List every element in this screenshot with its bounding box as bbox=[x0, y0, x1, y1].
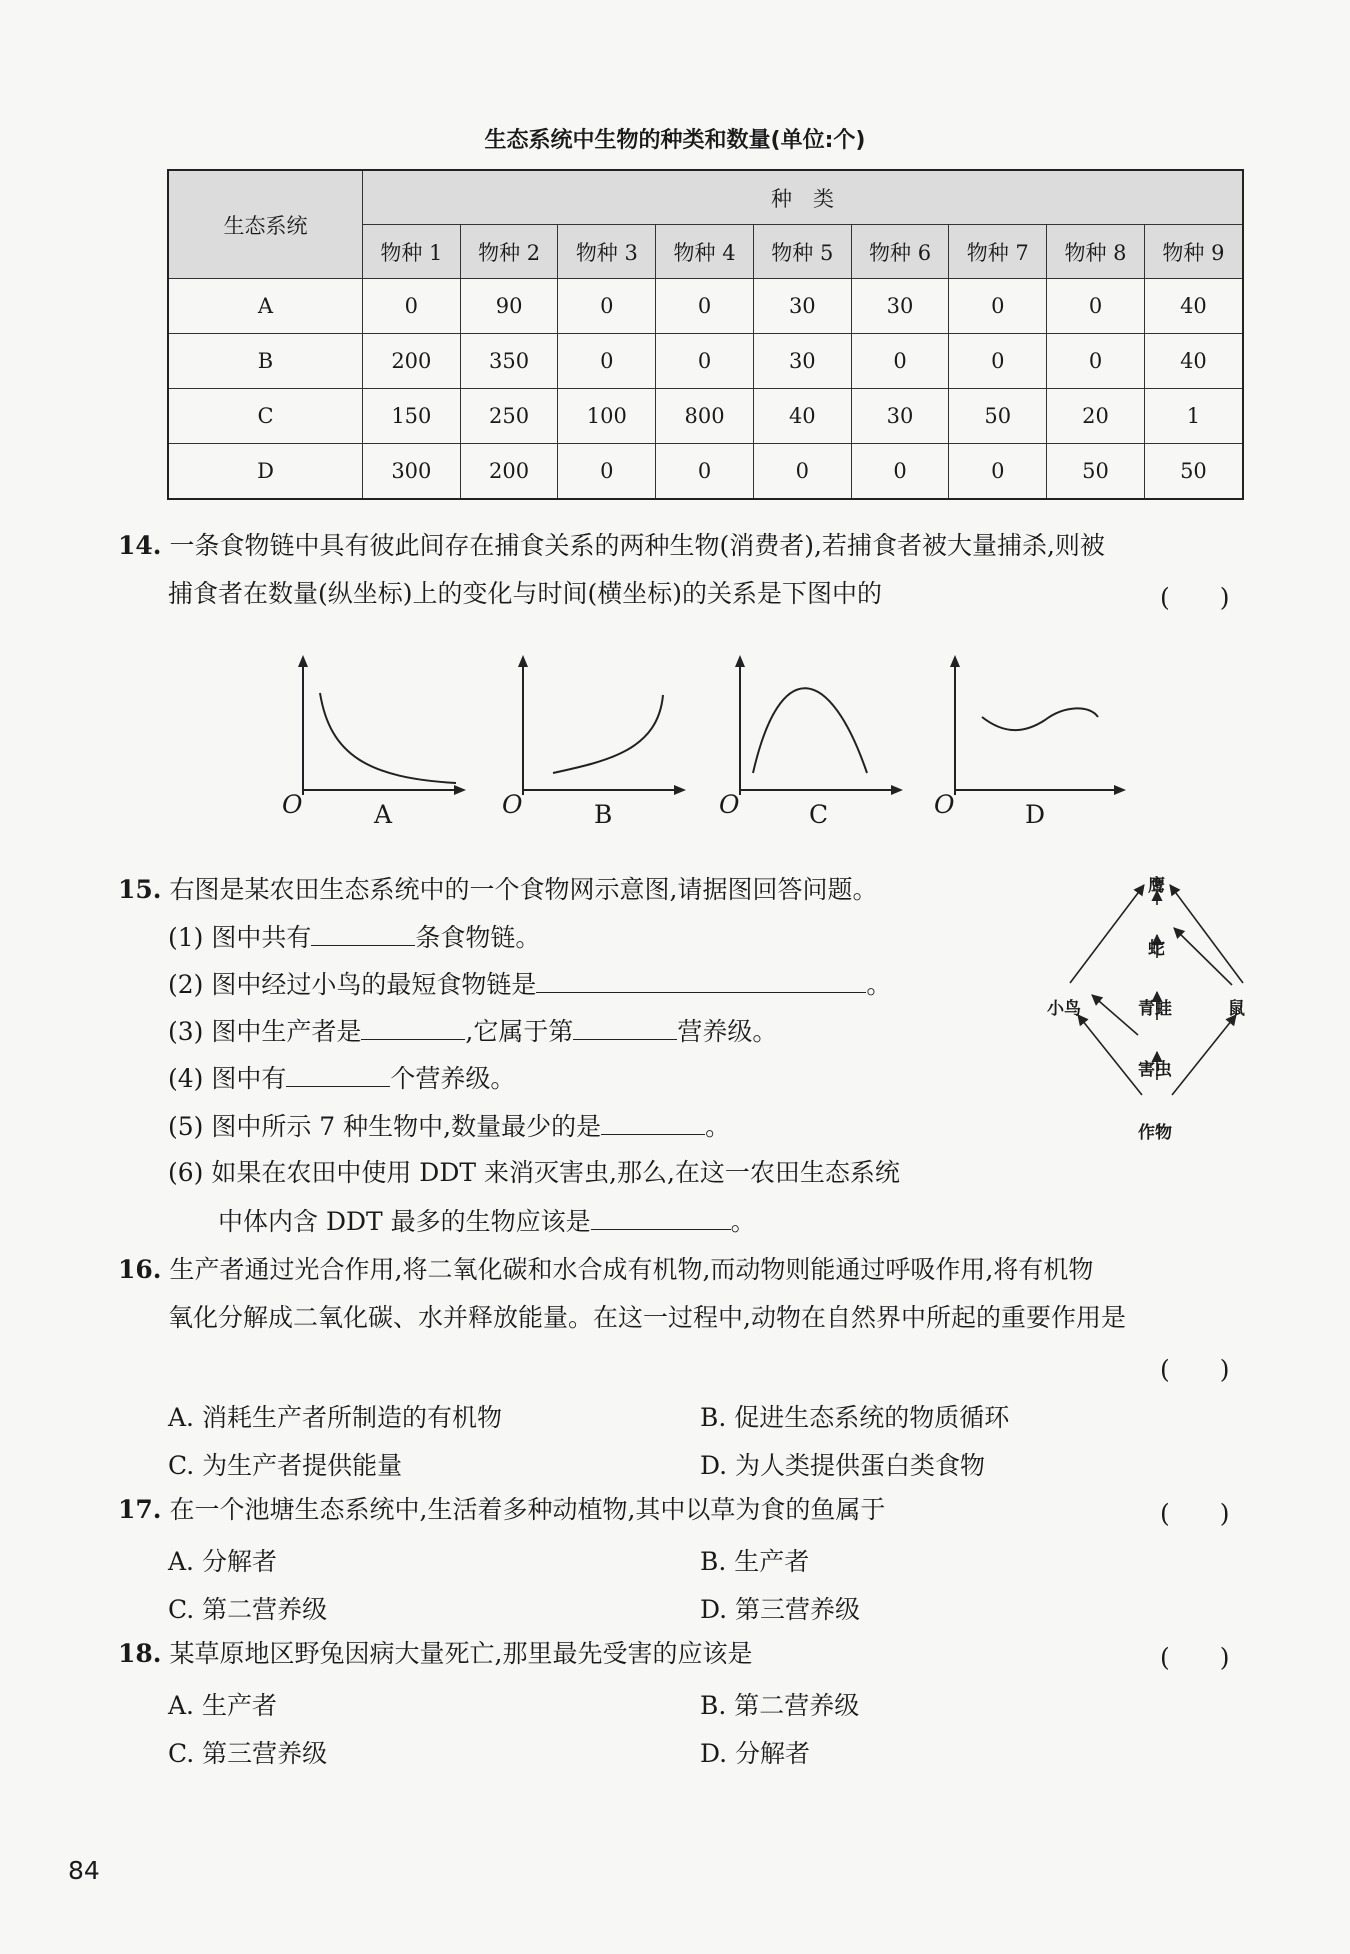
table-row bbox=[168, 444, 1243, 500]
group-header: 种 类 bbox=[363, 170, 1244, 225]
table-cell: 0 bbox=[1047, 279, 1145, 334]
graph-a-label: A bbox=[374, 800, 393, 829]
column-header: 物种 8 bbox=[1047, 225, 1145, 279]
graph-d-label: D bbox=[1025, 800, 1046, 829]
table-cell: 0 bbox=[753, 444, 851, 500]
web-node-eagle: 鹰 bbox=[1148, 876, 1165, 896]
table-cell: 40 bbox=[1144, 279, 1243, 334]
table-cell: 0 bbox=[656, 444, 754, 500]
q16-option-b[interactable]: B. 促进生态系统的物质循环 bbox=[700, 1403, 1010, 1432]
q18-stem: 18. 某草原地区野兔因病大量死亡,那里最先受害的应该是 bbox=[118, 1639, 753, 1668]
q17-option-a[interactable]: A. 分解者 bbox=[168, 1547, 277, 1576]
table-cell: 250 bbox=[460, 389, 558, 444]
graph-b-label: B bbox=[594, 800, 613, 829]
row-label: C bbox=[168, 389, 363, 444]
q15-sub5: (5) 图中所示 7 种生物中,数量最少的是 。 bbox=[168, 1112, 731, 1141]
q14-line2: 捕食者在数量(纵坐标)上的变化与时间(横坐标)的关系是下图中的 bbox=[168, 579, 883, 608]
table-cell: 20 bbox=[1047, 389, 1145, 444]
graph-d bbox=[940, 655, 1130, 805]
q15-sub4: (4) 图中有 个营养级。 bbox=[168, 1064, 516, 1093]
q15-sub2: (2) 图中经过小鸟的最短食物链是 。 bbox=[168, 970, 892, 999]
table-cell: 0 bbox=[558, 279, 656, 334]
graph-a-origin: O bbox=[282, 790, 303, 819]
table-cell: 0 bbox=[949, 334, 1047, 389]
table-cell: 200 bbox=[363, 334, 461, 389]
table-cell: 0 bbox=[558, 334, 656, 389]
q15-blank-6[interactable] bbox=[601, 1110, 705, 1135]
table-cell: 0 bbox=[949, 279, 1047, 334]
table-row bbox=[168, 279, 1243, 334]
q16-line1: 16. 生产者通过光合作用,将二氧化碳和水合成有机物,而动物则能通过呼吸作用,将有机物 bbox=[118, 1255, 1094, 1284]
table-cell: 100 bbox=[558, 389, 656, 444]
q17-answer-paren: ( ) bbox=[1160, 1499, 1230, 1528]
q18-option-a[interactable]: A. 生产者 bbox=[168, 1691, 277, 1720]
q16-line2: 氧化分解成二氧化碳、水并释放能量。在这一过程中,动物在自然界中所起的重要作用是 bbox=[168, 1303, 1126, 1332]
column-header: 物种 5 bbox=[753, 225, 851, 279]
q16-option-d[interactable]: D. 为人类提供蛋白类食物 bbox=[700, 1451, 986, 1480]
q15-blank-3[interactable] bbox=[361, 1015, 465, 1040]
species-table bbox=[167, 169, 1244, 500]
row-header: 生态系统 bbox=[168, 170, 363, 279]
table-cell: 40 bbox=[1144, 334, 1243, 389]
table-cell: 800 bbox=[656, 389, 754, 444]
table-cell: 0 bbox=[1047, 334, 1145, 389]
web-node-rat: 鼠 bbox=[1228, 999, 1245, 1019]
row-label: D bbox=[168, 444, 363, 500]
column-header: 物种 3 bbox=[558, 225, 656, 279]
q16-answer-paren: ( ) bbox=[1160, 1355, 1230, 1384]
q18-option-c[interactable]: C. 第三营养级 bbox=[168, 1739, 328, 1768]
column-header: 物种 6 bbox=[851, 225, 949, 279]
web-node-bird: 小鸟 bbox=[1047, 999, 1081, 1019]
graph-b bbox=[508, 655, 688, 805]
q15-stem: 15. 右图是某农田生态系统中的一个食物网示意图,请据图回答问题。 bbox=[118, 875, 878, 904]
q16-option-a[interactable]: A. 消耗生产者所制造的有机物 bbox=[168, 1403, 502, 1432]
table-cell: 50 bbox=[949, 389, 1047, 444]
table-cell: 0 bbox=[851, 444, 949, 500]
table-cell: 200 bbox=[460, 444, 558, 500]
q15-sub3: (3) 图中生产者是 ,它属于第 营养级。 bbox=[168, 1017, 778, 1046]
q17-option-b[interactable]: B. 生产者 bbox=[700, 1547, 810, 1576]
q17-option-c[interactable]: C. 第二营养级 bbox=[168, 1595, 328, 1624]
table-cell: 0 bbox=[656, 334, 754, 389]
row-label: B bbox=[168, 334, 363, 389]
graph-c-label: C bbox=[809, 800, 829, 829]
q15-blank-5[interactable] bbox=[286, 1062, 390, 1087]
web-node-frog: 青蛙 bbox=[1138, 999, 1172, 1019]
web-node-pest: 害虫 bbox=[1138, 1060, 1172, 1080]
q18-option-b[interactable]: B. 第二营养级 bbox=[700, 1691, 860, 1720]
q18-answer-paren: ( ) bbox=[1160, 1643, 1230, 1672]
q17-stem: 17. 在一个池塘生态系统中,生活着多种动植物,其中以草为食的鱼属于 bbox=[118, 1495, 886, 1524]
q14-line1: 14. 一条食物链中具有彼此间存在捕食关系的两种生物(消费者),若捕食者被大量捕杀,则被 bbox=[118, 531, 1105, 560]
graph-a bbox=[288, 655, 468, 805]
table-cell: 30 bbox=[753, 334, 851, 389]
table-cell: 30 bbox=[851, 279, 949, 334]
q15-blank-7[interactable] bbox=[591, 1205, 731, 1230]
q15-blank-4[interactable] bbox=[573, 1015, 677, 1040]
column-header: 物种 1 bbox=[363, 225, 461, 279]
column-header: 物种 7 bbox=[949, 225, 1047, 279]
table-cell: 1 bbox=[1144, 389, 1243, 444]
table-cell: 30 bbox=[851, 389, 949, 444]
table-cell: 0 bbox=[363, 279, 461, 334]
row-label: A bbox=[168, 279, 363, 334]
table-title: 生态系统中生物的种类和数量(单位:个) bbox=[484, 128, 866, 153]
table-cell: 150 bbox=[363, 389, 461, 444]
table-cell: 0 bbox=[656, 279, 754, 334]
column-header: 物种 9 bbox=[1144, 225, 1243, 279]
page-number: 84 bbox=[68, 1856, 100, 1885]
q15-blank-1[interactable] bbox=[311, 921, 415, 946]
table-cell: 0 bbox=[949, 444, 1047, 500]
q16-option-c[interactable]: C. 为生产者提供能量 bbox=[168, 1451, 403, 1480]
q15-blank-2[interactable] bbox=[536, 968, 866, 993]
graph-c-origin: O bbox=[719, 790, 740, 819]
web-node-crop: 作物 bbox=[1138, 1123, 1172, 1143]
table-row bbox=[168, 334, 1243, 389]
column-header: 物种 4 bbox=[656, 225, 754, 279]
q14-answer-paren: ( ) bbox=[1160, 583, 1230, 612]
graph-d-origin: O bbox=[934, 790, 955, 819]
table-cell: 0 bbox=[558, 444, 656, 500]
q15-sub6-line2: 中体内含 DDT 最多的生物应该是 。 bbox=[218, 1207, 756, 1236]
table-cell: 40 bbox=[753, 389, 851, 444]
column-header: 物种 2 bbox=[460, 225, 558, 279]
table-cell: 350 bbox=[460, 334, 558, 389]
q17-option-d[interactable]: D. 第三营养级 bbox=[700, 1595, 861, 1624]
graph-c bbox=[725, 655, 905, 805]
graph-b-origin: O bbox=[502, 790, 523, 819]
table-cell: 90 bbox=[460, 279, 558, 334]
table-cell: 50 bbox=[1047, 444, 1145, 500]
q18-option-d[interactable]: D. 分解者 bbox=[700, 1739, 811, 1768]
table-row bbox=[168, 389, 1243, 444]
q15-sub1: (1) 图中共有 条食物链。 bbox=[168, 923, 541, 952]
table-cell: 0 bbox=[851, 334, 949, 389]
table-cell: 300 bbox=[363, 444, 461, 500]
table-cell: 50 bbox=[1144, 444, 1243, 500]
q15-sub6-line1: (6) 如果在农田中使用 DDT 来消灭害虫,那么,在这一农田生态系统 bbox=[168, 1158, 900, 1187]
web-node-snake: 蛇 bbox=[1148, 939, 1165, 959]
table-cell: 30 bbox=[753, 279, 851, 334]
